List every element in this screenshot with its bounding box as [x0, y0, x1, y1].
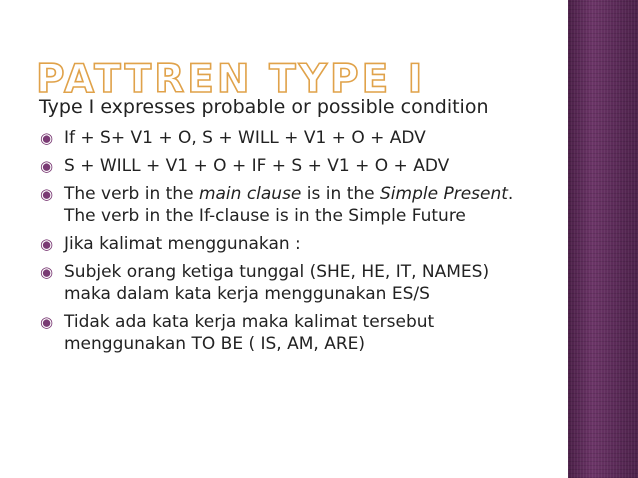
list-item [38, 183, 538, 227]
list-item [38, 155, 538, 177]
bullet-text: Tidak ada kata kerja maka kalimat tersebut menggunakan TO BE ( IS, AM, ARE) [64, 312, 435, 354]
target-bullet-icon: ◉ [40, 235, 54, 253]
bullet-text-part: The verb in the [64, 184, 199, 204]
target-bullet-icon: ◉ [40, 157, 54, 175]
target-bullet-icon: ◉ [40, 263, 54, 281]
bullet-text-part: is in the [301, 184, 380, 204]
slide-subtitle: Type I expresses probable or possible condition [39, 96, 489, 118]
list-item [38, 311, 538, 355]
emphasis-main-clause: main clause [198, 184, 302, 204]
bullet-list [38, 127, 538, 361]
bullet-text: Subjek orang ketiga tunggal (SHE, HE, IT, NAMES) maka dalam kata kerja menggunakan ES/S [64, 262, 490, 304]
list-item [38, 233, 538, 255]
bullet-text: If + S+ V1 + O, S + WILL + V1 + O + ADV [64, 128, 426, 148]
decorative-side-band [568, 0, 638, 478]
emphasis-simple-present: Simple Present [380, 184, 508, 204]
bullet-text-part: . The verb in the If-clause is in the Simple Future [64, 184, 514, 226]
bullet-text: Jika kalimat menggunakan : [64, 234, 301, 254]
target-bullet-icon: ◉ [40, 129, 54, 147]
list-item [38, 127, 538, 149]
bullet-text: S + WILL + V1 + O + IF + S + V1 + O + ADV [64, 156, 450, 176]
target-bullet-icon: ◉ [40, 185, 54, 203]
slide-title: PATTREN TYPE I [36, 57, 426, 102]
target-bullet-icon: ◉ [40, 313, 54, 331]
list-item [38, 261, 538, 305]
